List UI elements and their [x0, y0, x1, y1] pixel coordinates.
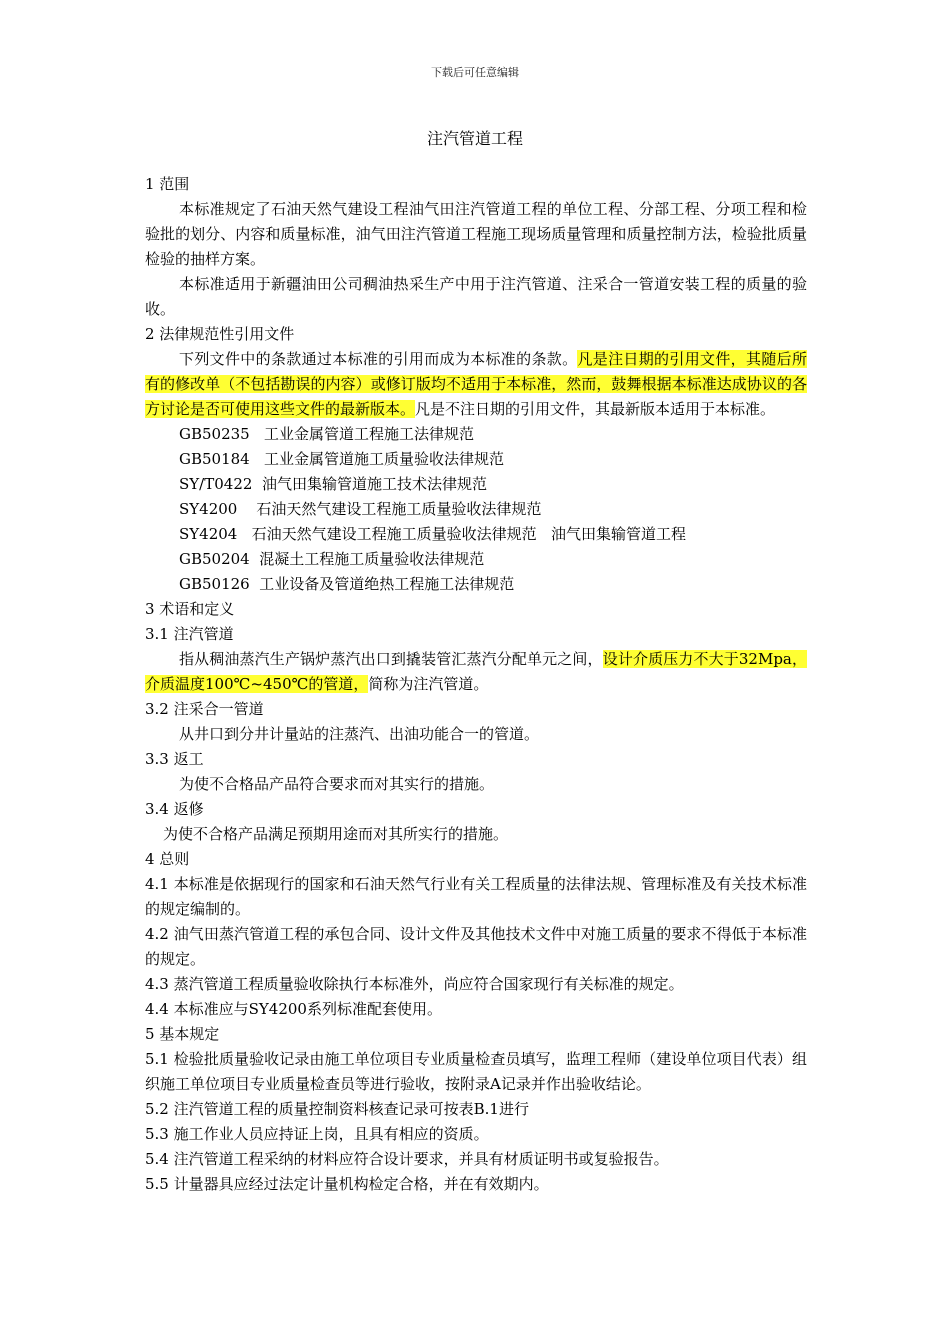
- term-3-1-heading: 3.1 注汽管道: [145, 625, 234, 643]
- section-2-paragraph: [145, 347, 807, 422]
- term-3-1-text-a: 指从稠油蒸汽生产锅炉蒸汽出口到撬装管汇蒸汽分配单元之间，: [179, 650, 603, 668]
- section-5-item: 5.3 施工作业人员应持证上岗，且具有相应的资质。: [145, 1125, 489, 1143]
- section-1-paragraph-1: 本标准规定了石油天然气建设工程油气田注汽管道工程的单位工程、分部工程、分项工程和检验批的划分、内容和质量标准，油气田注汽管道工程施工现场质量管理和质量控制方法，检验批质量检验的抽样方案。: [145, 200, 807, 268]
- term-3-1-definition: [145, 647, 807, 697]
- document-body: [145, 172, 807, 1197]
- section-4-heading: 4 总则: [145, 850, 190, 868]
- term-3-1-text-b: 简称为注汽管道。: [368, 675, 489, 693]
- term-3-4-heading: 3.4 返修: [145, 800, 204, 818]
- reference-item: GB50204 混凝土工程施工质量验收法律规范: [179, 550, 485, 568]
- reference-item: SY4200 石油天然气建设工程施工质量验收法律规范: [179, 500, 542, 518]
- section-2-heading: 2 法律规范性引用文件: [145, 325, 295, 343]
- reference-item: SY4204 石油天然气建设工程施工质量验收法律规范 油气田集输管道工程: [179, 525, 686, 543]
- page-header: 下载后可任意编辑: [431, 66, 519, 79]
- section-5-item: 5.2 注汽管道工程的质量控制资料核查记录可按表B.1进行: [145, 1100, 529, 1118]
- reference-item: GB50235 工业金属管道工程施工法律规范: [179, 425, 475, 443]
- term-3-2-heading: 3.2 注采合一管道: [145, 700, 264, 718]
- term-3-3-definition: 为使不合格品产品符合要求而对其实行的措施。: [179, 775, 495, 793]
- section-5-heading: 5 基本规定: [145, 1025, 220, 1043]
- term-3-3-heading: 3.3 返工: [145, 750, 204, 768]
- section-4-item: 4.2 油气田蒸汽管道工程的承包合同、设计文件及其他技术文件中对施工质量的要求不得低于本标准的规定。: [145, 925, 807, 968]
- section-2-text-a: 下列文件中的条款通过本标准的引用而成为本标准的条款。: [179, 350, 578, 368]
- section-4-item: 4.1 本标准是依据现行的国家和石油天然气行业有关工程质量的法律法规、管理标准及有关技术标准的规定编制的。: [145, 875, 807, 918]
- section-5-item: 5.1 检验批质量验收记录由施工单位项目专业质量检查员填写，监理工程师（建设单位项目代表）组织施工单位项目专业质量检查员等进行验收，按附录A记录并作出验收结论。: [145, 1050, 807, 1093]
- reference-item: GB50126 工业设备及管道绝热工程施工法律规范: [179, 575, 515, 593]
- term-3-2-definition: 从井口到分井计量站的注蒸汽、出油功能合一的管道。: [179, 725, 540, 743]
- section-1-paragraph-2: 本标准适用于新疆油田公司稠油热采生产中用于注汽管道、注采合一管道安装工程的质量的验收。: [145, 275, 807, 318]
- term-3-4-definition: 为使不合格产品满足预期用途而对其所实行的措施。: [163, 825, 509, 843]
- document-title: 注汽管道工程: [426, 129, 523, 148]
- section-1-heading: 1 范围: [145, 175, 190, 193]
- section-5-item: 5.4 注汽管道工程采纳的材料应符合设计要求，并具有材质证明书或复验报告。: [145, 1150, 669, 1168]
- reference-item: GB50184 工业金属管道施工质量验收法律规范: [179, 450, 505, 468]
- term-3-1-highlighted-text: 设计介质压力不大于32Mpa，介质温度100℃~450℃的管道，: [145, 650, 807, 693]
- section-5-item: 5.5 计量器具应经过法定计量机构检定合格，并在有效期内。: [145, 1175, 549, 1193]
- section-3-heading: 3 术语和定义: [145, 600, 235, 618]
- section-2-text-b: 凡是不注日期的引用文件，其最新版本适用于本标准。: [415, 400, 776, 418]
- section-2-highlighted-text: 凡是注日期的引用文件，其随后所有的修改单（不包括勘误的内容）或修订版均不适用于本标准，然而，鼓舞根据本标准达成协议的各方讨论是否可使用这些文件的最新版本。: [145, 350, 807, 418]
- section-4-item: 4.3 蒸汽管道工程质量验收除执行本标准外，尚应符合国家现行有关标准的规定。: [145, 975, 684, 993]
- reference-item: SY/T0422 油气田集输管道施工技术法律规范: [179, 475, 487, 493]
- section-4-item: 4.4 本标准应与SY4200系列标准配套使用。: [145, 1000, 442, 1018]
